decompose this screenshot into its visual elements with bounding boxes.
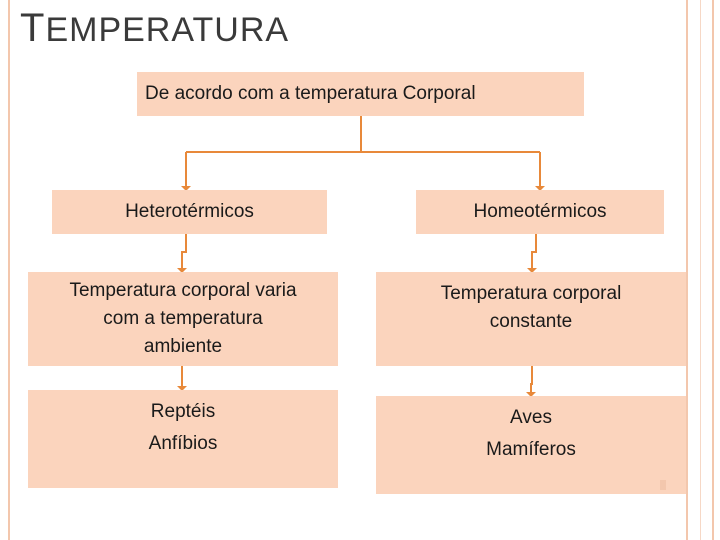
examples-list-homeothermic: [486, 402, 576, 466]
page-number-marker: [660, 480, 666, 490]
description-line: Temperatura corporal varia: [69, 280, 297, 301]
description-box-heterothermic: [28, 272, 338, 366]
connector-right-desc-ex: [531, 366, 532, 396]
category-box-heterothermic: [52, 190, 327, 234]
description-text-heterothermic: [69, 277, 296, 361]
description-line: Temperatura corporal: [440, 283, 622, 304]
connector-left-cat-desc: [182, 234, 186, 272]
example-item: Mamíferos: [486, 439, 576, 460]
description-line: ambiente: [143, 336, 223, 357]
slide-title-initial: T: [20, 6, 46, 50]
category-label-heterothermic: Heterotérmicos: [125, 201, 254, 222]
description-line: com a temperatura: [103, 308, 263, 329]
category-label-homeothermic: Homeotérmicos: [473, 201, 607, 222]
root-label: De acordo com a temperatura Corporal: [145, 83, 476, 104]
description-text-homeothermic: [441, 280, 622, 336]
connector-right-cat-desc: [532, 234, 536, 272]
root-box: [137, 72, 584, 116]
examples-box-heterothermic: [28, 390, 338, 488]
description-line: constante: [489, 311, 573, 332]
description-box-homeothermic: [376, 272, 686, 366]
examples-list-heterothermic: [149, 396, 218, 460]
slide-title-rest: EMPERATURA: [45, 11, 290, 49]
category-box-homeothermic: [416, 190, 664, 234]
example-item: Reptéis: [150, 401, 216, 422]
example-item: Aves: [510, 407, 552, 428]
examples-box-homeothermic: [376, 396, 686, 494]
example-item: Anfíbios: [148, 433, 218, 454]
